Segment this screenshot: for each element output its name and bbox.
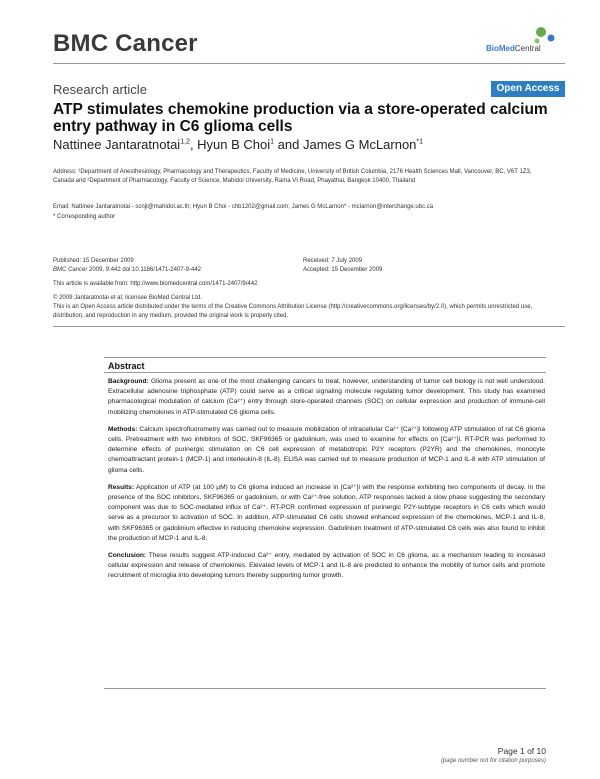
section-label: Background: (108, 378, 149, 385)
page-note: (page number not for citation purposes) (440, 758, 546, 764)
received-date: Received: 7 July 2009 (303, 258, 363, 264)
license-text: This is an Open Access article distributed under the terms of the Creative Commons Attribution License (http://creativecommons.org/licenses/by/2.0), which permits unrestricted use, distribution, and reproduction in any medium, provided the original work is properly cited. (53, 304, 533, 319)
article-url[interactable]: This article is available from: http://www.biomedcentral.com/1471-2407/9/442 (53, 281, 258, 287)
abstract-heading-rule (104, 372, 546, 373)
section-text: Glioma present as one of the most challenging cancers to treat, however, understanding of tumor cell biology is not well understood. Extracellular adenosine triphosphate (ATP) could serve as a critical signaling molecule regulating tumor development. This study has examined pharmacological modulation of calcium (Ca²⁺) entry through store-operated channels (SOC) on cellular expression and production of immune-cell mobilizing chemokines in ATP-stimulated C6 glioma cells. (108, 378, 545, 416)
author-name: Hyun B Choi (197, 137, 271, 152)
open-access-badge: Open Access (491, 81, 565, 97)
publisher-name-rest: Central (514, 44, 541, 53)
abstract-background (108, 377, 545, 418)
section-label: Conclusion: (108, 552, 147, 560)
author-name: James G McLarnon (302, 137, 417, 152)
author-list: Nattinee Jantaratnotai$^{1,2}$, Hyun B Choi$^1$ and James G McLarnon$^{*1}$ (53, 137, 424, 152)
citation (53, 266, 201, 275)
copyright: © 2009 Jantaratnotai et al; licensee BioMed Central Ltd. (53, 295, 202, 301)
section-text: These results suggest ATP-induced Ca²⁺ entry, mediated by activation of SOC in C6 glioma, as a mechanism leading to increased cellular expression and release of chemokines. Elevated levels of MCP-1 and IL-8 are predicted to enhance the mobility of tumor cells and promote recruitment of microglia into developing tumors thereby supporting tumor growth. (108, 552, 545, 580)
section-label: Methods: (108, 425, 138, 433)
author-name: Nattinee Jantaratnotai (53, 137, 181, 152)
page-number: Page 1 of 10 (497, 746, 546, 756)
section-text: Application of ATP (at 100 µM) to C6 glioma induced an increase in [Ca²⁺]i with the response exhibiting two components of decay. In the presence of the SOC inhibitors, SKF96365 or gadolinium, or with Ca²⁺-free solution, ATP responses lacked a slow phase suggesting the secondary component was due to SOC-mediated influx of Ca²⁺. RT-PCR confirmed expression of purinergic P2Y-subtype receptors in C6 cells which would serve as a precursor to activation of SOC. In addition, ATP-stimulated C6 cells showed enhanced expression of the chemokines, MCP-1 and IL-8, with SKF96365 or gadolinium effective in reducing chemokine expression. Gadolinium treatment of ATP-stimulated C6 cells was also found to inhibit the production of MCP-1 and IL-8. (108, 483, 545, 542)
citation-journal: BMC Cancer (53, 267, 88, 273)
abstract-bottom-rule (104, 688, 546, 689)
abstract-methods (108, 425, 545, 476)
author-affiliation: *1 (416, 138, 424, 146)
address: Address: ¹Department of Anesthesiology, Pharmacology and Therapeutics, Faculty of Medicine, University of British Columbia, 2176 Health Sciences Mall, Vancouver, BC, V6T 1Z3, Canada and ²Department of Pharmacology, Faculty of Science, Mahidol University, Rama VI Road, Phayathai, Bangkok 10400, Thailand (53, 169, 532, 184)
header-divider (53, 63, 565, 64)
abstract-results (108, 483, 545, 544)
section-label: Results: (108, 483, 135, 491)
emails: Email: Nattinee Jantaratnotai - scnjt@mahidol.ac.th; Hyun B Choi - chb1202@gmail.com; James G McLarnon* - mclarnon@interchange.ubc.ca (53, 204, 434, 210)
accepted-date: Accepted: 15 December 2009 (303, 267, 383, 273)
published-date: Published: 15 December 2009 (53, 258, 134, 264)
author-affiliation: 1,2 (180, 138, 190, 146)
journal-title: BMC Cancer (53, 30, 198, 57)
corresponding-note: * Corresponding author (53, 214, 116, 220)
abstract-conclusion (108, 551, 545, 582)
article-type: Research article (53, 82, 147, 97)
citation-details: 2009, 9:442 doi:10.1186/1471-2407-9-442 (87, 267, 201, 273)
author-affiliation: 1 (270, 138, 275, 146)
front-matter-divider (53, 326, 565, 327)
publisher-name-bold: BioMed (486, 44, 515, 53)
section-text: Calcium spectrofluorometry was carried out to measure mobilization of intracellular Ca²⁺ [Ca²⁺]i following ATP stimulation of rat C6 glioma cells. Pretreatment with two inhibitors of SOC, SKF96365 or gadolinium, was used to examine for effects on [Ca²⁺]i. RT-PCR was performed to determine effects of purinergic stimulation on C6 cell expression of metabotropic P2Y receptors (P2YR) and the chemokines, monocyte chemoattractant protein-1 (MCP-1) and interleukin-8 (IL-8). ELISA was carried out to measure production of MCP-1 and IL-8 with ATP stimulation of glioma cells. (108, 425, 545, 474)
publisher-logo-text (486, 44, 541, 53)
article-title: ATP stimulates chemokine production via a store-operated calcium entry pathway in C6 glioma cells (53, 101, 548, 135)
abstract-body (108, 377, 545, 589)
abstract-heading: Abstract (108, 361, 145, 371)
abstract-top-rule (104, 357, 546, 358)
